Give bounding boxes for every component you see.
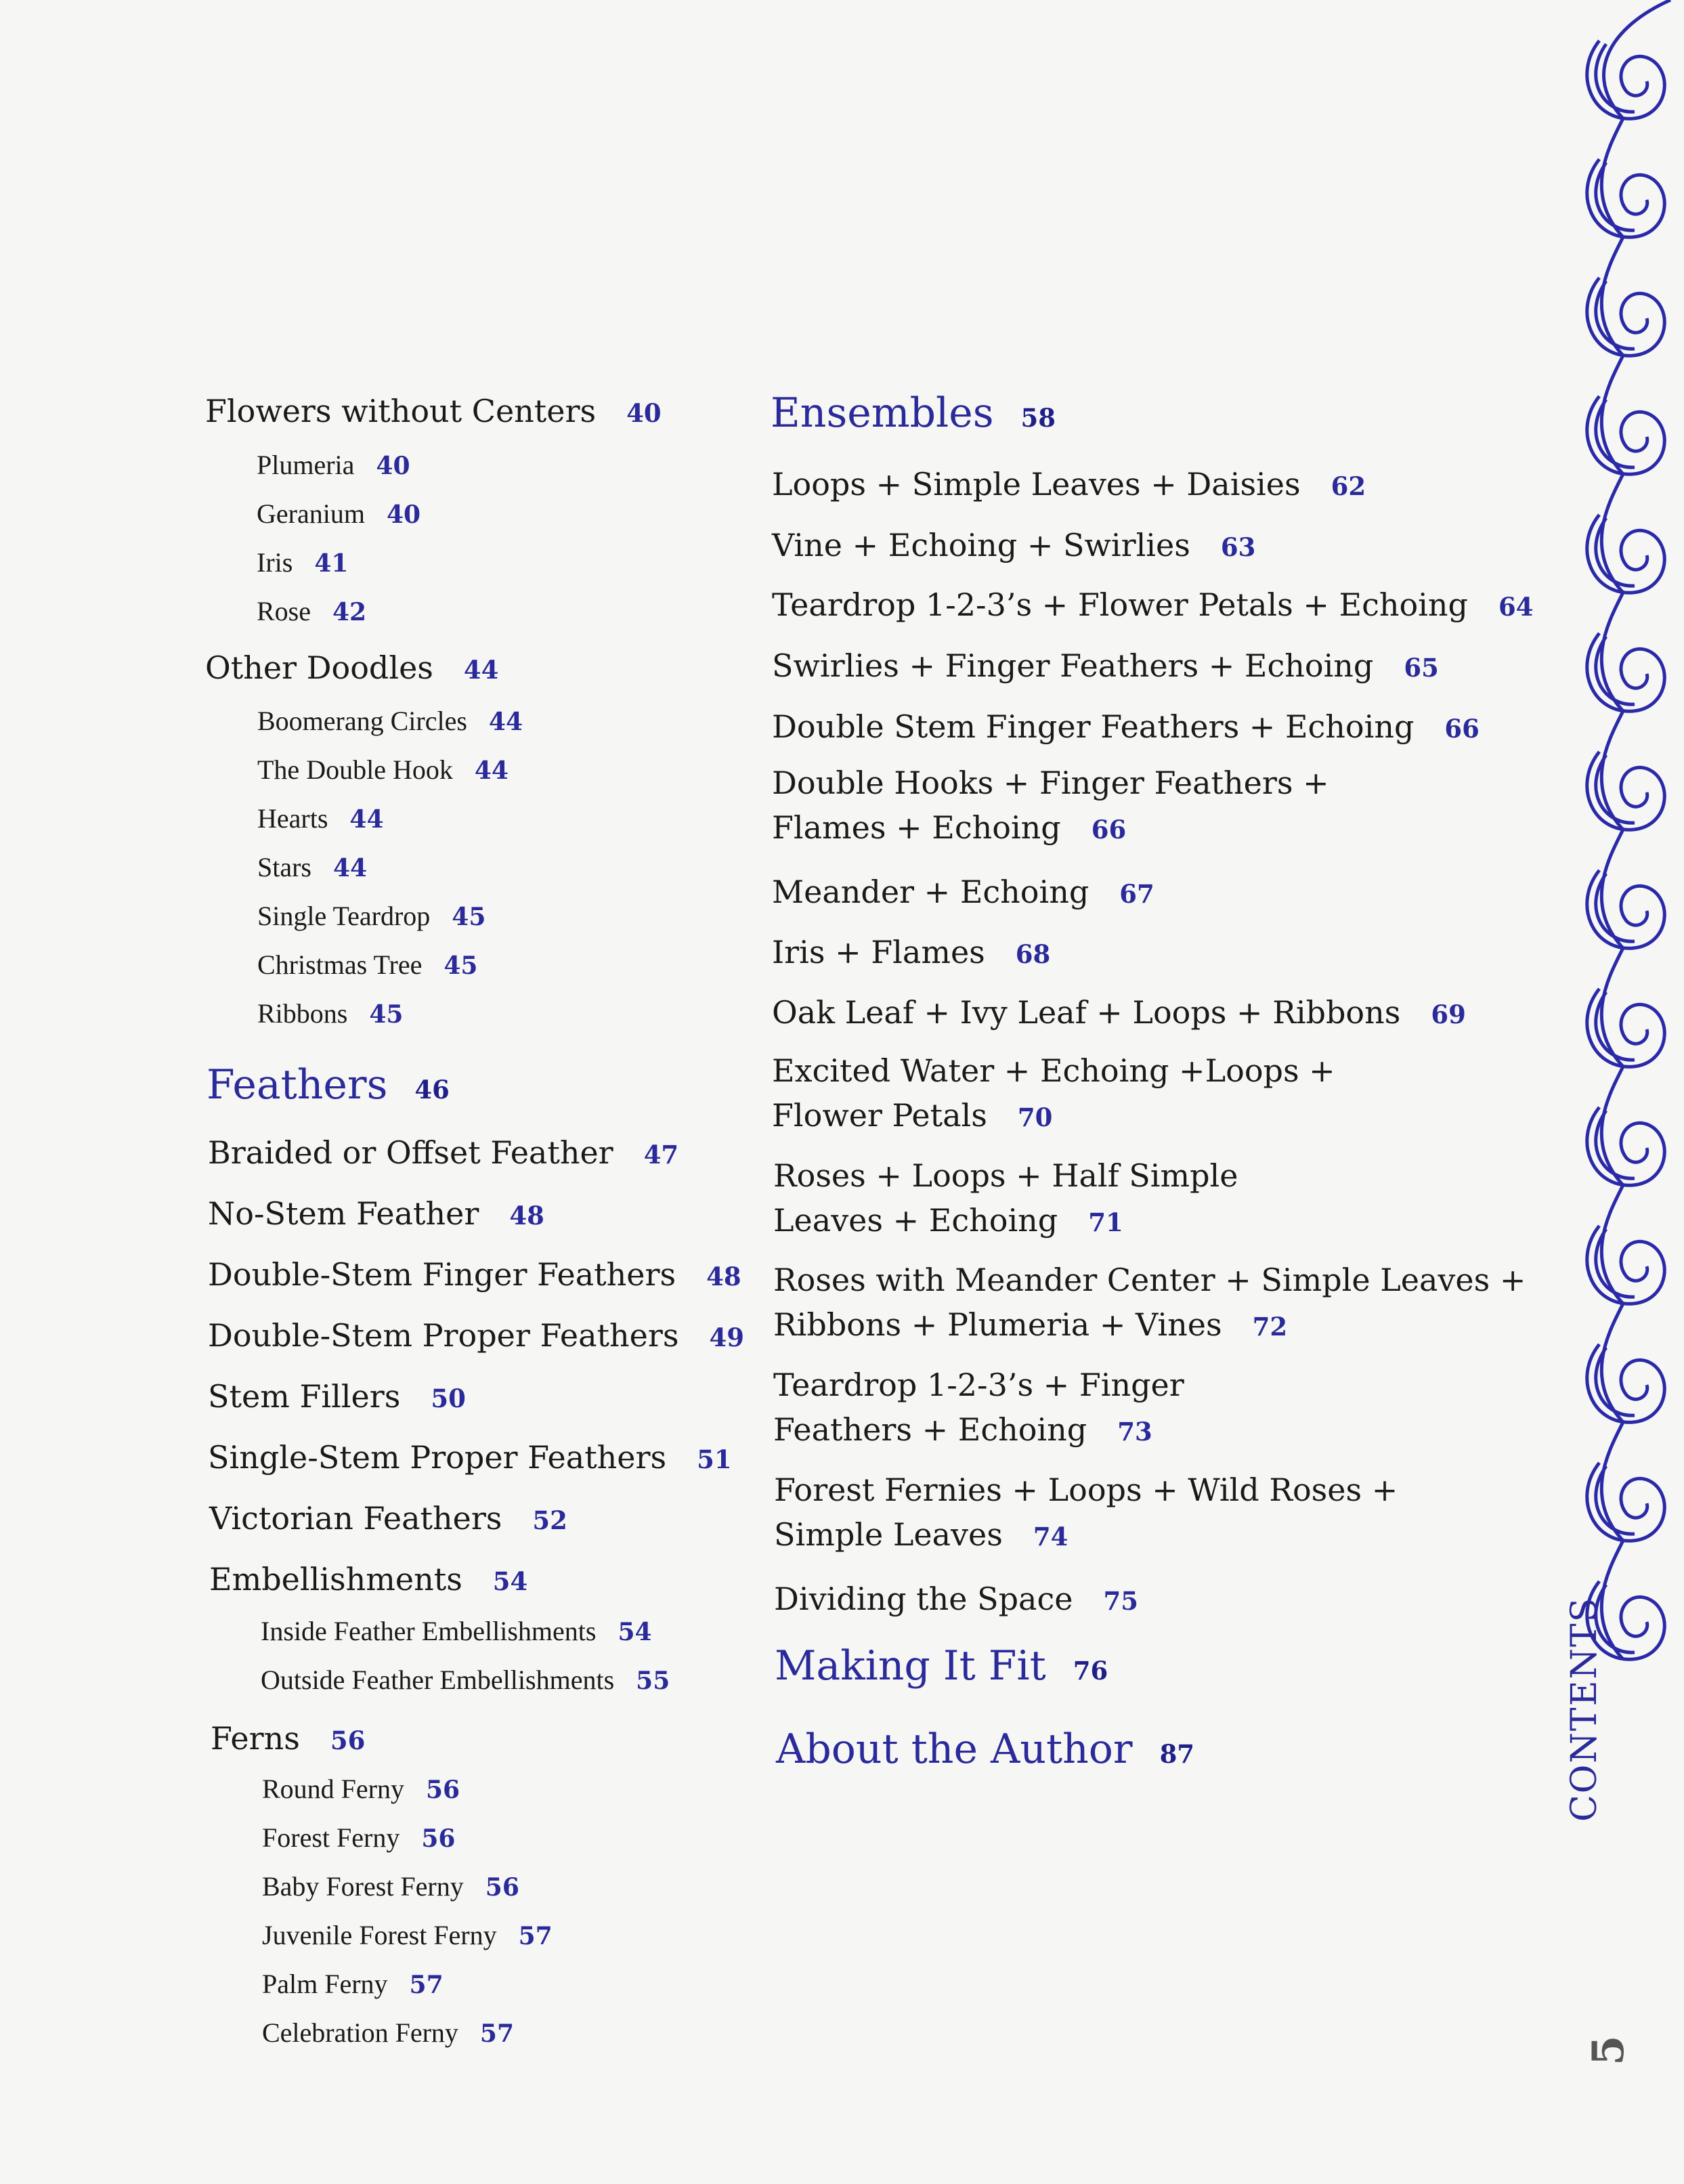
- toc-entry[interactable]: [773, 1363, 1184, 1454]
- toc-page-number: 68: [1015, 939, 1051, 969]
- toc-page-number: 47: [643, 1140, 679, 1170]
- toc-entry-title: Flames + Echoing: [772, 809, 1061, 846]
- toc-entry-title: Celebration Ferny: [262, 2017, 458, 2048]
- toc-entry-title: Flower Petals: [772, 1097, 987, 1134]
- toc-entry[interactable]: [772, 761, 1329, 852]
- toc-entry[interactable]: [211, 1720, 365, 1757]
- toc-section-heading[interactable]: [771, 389, 1056, 437]
- toc-entry[interactable]: [774, 1468, 1398, 1559]
- toc-page-number: 44: [463, 655, 499, 685]
- toc-entry-title: Iris: [257, 547, 293, 578]
- toc-entry-title: Hearts: [257, 803, 328, 834]
- toc-page-number: 56: [485, 1873, 519, 1902]
- toc-entry-title: Christmas Tree: [257, 949, 423, 980]
- toc-page-number: 55: [636, 1667, 670, 1695]
- toc-entry-title: Excited Water + Echoing +Loops +: [772, 1052, 1335, 1089]
- toc-page-number: 75: [1103, 1586, 1138, 1616]
- toc-entry[interactable]: [209, 1500, 567, 1537]
- toc-entry-title: Boomerang Circles: [257, 706, 467, 736]
- toc-entry-title: Single-Stem Proper Feathers: [208, 1439, 667, 1476]
- toc-page-number: 48: [509, 1201, 544, 1230]
- toc-page-number: 64: [1498, 592, 1534, 622]
- toc-entry-title: Iris + Flames: [772, 934, 985, 970]
- toc-entry-title: Stem Fillers: [208, 1378, 401, 1415]
- toc-entry-title: Forest Fernies + Loops + Wild Roses +: [774, 1472, 1398, 1508]
- toc-page-number: 57: [479, 2019, 515, 2048]
- toc-page-number: 56: [421, 1824, 456, 1853]
- toc-entry-title: Roses + Loops + Half Simple: [773, 1157, 1238, 1194]
- toc-entry[interactable]: [772, 523, 1255, 570]
- toc-entry[interactable]: [262, 1919, 553, 1951]
- toc-entry-title: Stars: [257, 852, 311, 882]
- toc-section-heading[interactable]: [207, 1061, 450, 1109]
- toc-entry[interactable]: [208, 1195, 544, 1232]
- toc-entry-title: Loops + Simple Leaves + Daisies: [772, 466, 1301, 502]
- toc-page-number: 74: [1033, 1522, 1068, 1551]
- toc-page-number: 56: [330, 1726, 366, 1755]
- toc-entry[interactable]: [205, 393, 662, 429]
- toc-entry[interactable]: [772, 990, 1466, 1037]
- toc-entry-title: Meander + Echoing: [772, 874, 1089, 910]
- toc-page-number: 40: [626, 398, 662, 428]
- toc-entry-title: About the Author: [776, 1726, 1133, 1773]
- toc-entry-title: No-Stem Feather: [208, 1195, 479, 1232]
- toc-entry-title: Double Stem Finger Feathers + Echoing: [772, 708, 1415, 745]
- toc-entry[interactable]: [257, 449, 410, 481]
- toc-entry[interactable]: [205, 649, 498, 686]
- toc-entry-title: Round Ferny: [262, 1774, 404, 1804]
- toc-page-number: 45: [369, 1000, 404, 1029]
- toc-entry[interactable]: [261, 1615, 652, 1647]
- toc-page-number: 48: [706, 1262, 741, 1291]
- toc-entry[interactable]: [257, 547, 348, 578]
- toc-entry-title: Double-Stem Proper Feathers: [208, 1317, 679, 1354]
- toc-entry-title: Leaves + Echoing: [773, 1202, 1058, 1239]
- toc-entry[interactable]: [208, 1439, 732, 1476]
- toc-entry-title: Single Teardrop: [257, 901, 431, 931]
- toc-entry[interactable]: [208, 1134, 678, 1171]
- toc-entry-title: Victorian Feathers: [209, 1500, 502, 1537]
- toc-page-number: 65: [1404, 653, 1439, 683]
- toc-entry-title: Inside Feather Embellishments: [261, 1616, 597, 1646]
- toc-entry-title: Forest Ferny: [262, 1822, 400, 1853]
- toc-entry-title: Roses with Meander Center + Simple Leaves +: [773, 1262, 1526, 1298]
- contents-side-label: CONTENTS: [1564, 1596, 1605, 1822]
- toc-page-number: 45: [444, 951, 478, 980]
- toc-page-number: 52: [532, 1505, 567, 1535]
- toc-page-number: 54: [492, 1566, 528, 1596]
- toc-page-number: 40: [376, 452, 410, 480]
- toc-entry[interactable]: [257, 595, 366, 627]
- toc-entry-title: The Double Hook: [257, 754, 453, 785]
- toc-page-number: 42: [332, 598, 367, 626]
- toc-page-number: 66: [1091, 815, 1127, 844]
- toc-entry-title: Other Doodles: [205, 649, 433, 686]
- toc-entry[interactable]: [262, 1968, 444, 2000]
- toc-page-number: 73: [1117, 1417, 1152, 1447]
- toc-page-number: 58: [1020, 403, 1056, 433]
- toc-entry-title: Oak Leaf + Ivy Leaf + Loops + Ribbons: [772, 994, 1401, 1031]
- toc-entry[interactable]: [772, 930, 1050, 977]
- toc-entry[interactable]: [257, 802, 384, 834]
- toc-entry-title: Feathers: [207, 1061, 388, 1109]
- toc-entry[interactable]: [208, 1256, 741, 1293]
- toc-entry[interactable]: [772, 704, 1480, 751]
- toc-entry-title: Feathers + Echoing: [773, 1411, 1087, 1448]
- toc-entry[interactable]: [772, 870, 1154, 916]
- toc-section-heading[interactable]: [776, 1726, 1194, 1773]
- toc-page-number: 40: [386, 500, 421, 529]
- toc-entry[interactable]: [772, 643, 1439, 690]
- toc-entry-title: Plumeria: [257, 450, 355, 480]
- toc-entry-title: Baby Forest Ferny: [262, 1871, 464, 1902]
- toc-page-number: 87: [1159, 1739, 1195, 1769]
- toc-entry[interactable]: [772, 462, 1366, 509]
- toc-page-number: 44: [349, 805, 384, 834]
- toc-page-number: 44: [333, 854, 368, 882]
- toc-page-number: 49: [709, 1323, 744, 1352]
- toc-entry[interactable]: [774, 1577, 1138, 1623]
- toc-entry[interactable]: [257, 705, 523, 737]
- toc-entry[interactable]: [262, 1870, 519, 1902]
- toc-entry[interactable]: [772, 1048, 1335, 1140]
- toc-entry-title: Juvenile Forest Ferny: [262, 1920, 497, 1950]
- toc-entry[interactable]: [772, 582, 1533, 629]
- toc-entry[interactable]: [257, 949, 477, 981]
- toc-entry[interactable]: [773, 1258, 1526, 1349]
- toc-page-number: 69: [1431, 1000, 1466, 1029]
- toc-page-number: 44: [488, 708, 523, 736]
- toc-entry[interactable]: [209, 1561, 527, 1598]
- toc-page-number: 71: [1088, 1207, 1123, 1237]
- toc-entry-title: Vine + Echoing + Swirlies: [772, 527, 1190, 563]
- toc-entry[interactable]: [773, 1153, 1238, 1245]
- toc-entry-title: Double Hooks + Finger Feathers +: [772, 765, 1329, 801]
- toc-entry-title: Double-Stem Finger Feathers: [208, 1256, 676, 1293]
- toc-page-number: 51: [697, 1444, 732, 1474]
- toc-page-number: 45: [452, 903, 486, 931]
- toc-page-number: 44: [474, 756, 509, 785]
- toc-entry[interactable]: [257, 498, 420, 530]
- toc-entry[interactable]: [257, 998, 403, 1029]
- toc-entry-title: Simple Leaves: [774, 1516, 1003, 1553]
- toc-entry-title: Palm Ferny: [262, 1969, 388, 1999]
- toc-section-heading[interactable]: [775, 1642, 1108, 1690]
- toc-entry-title: Outside Feather Embellishments: [261, 1665, 615, 1695]
- toc-entry-title: Ribbons + Plumeria + Vines: [773, 1306, 1222, 1343]
- toc-entry-title: Teardrop 1-2-3’s + Finger: [773, 1367, 1184, 1403]
- toc-entry-title: Dividing the Space: [774, 1581, 1073, 1617]
- toc-entry-title: Swirlies + Finger Feathers + Echoing: [772, 647, 1374, 684]
- toc-entry[interactable]: [257, 754, 509, 786]
- page-number: 5: [1583, 2035, 1634, 2065]
- toc-page-number: 67: [1119, 879, 1154, 909]
- toc-page-number: 50: [431, 1384, 466, 1413]
- toc-entry[interactable]: [262, 2017, 514, 2049]
- toc-page-number: 70: [1017, 1102, 1053, 1132]
- toc-entry-title: Rose: [257, 596, 311, 626]
- toc-entry-title: Making It Fit: [775, 1642, 1046, 1690]
- toc-entry-title: Ferns: [211, 1720, 300, 1757]
- toc-page-number: 46: [414, 1075, 450, 1105]
- toc-entry[interactable]: [257, 851, 367, 883]
- toc-page-number: 76: [1073, 1656, 1108, 1686]
- toc-entry-title: Embellishments: [209, 1561, 462, 1598]
- toc-page-number: 41: [314, 549, 349, 578]
- toc-entry-title: Flowers without Centers: [205, 393, 597, 429]
- toc-entry[interactable]: [257, 900, 485, 932]
- toc-entry[interactable]: [262, 1773, 460, 1805]
- toc-page-number: 57: [409, 1971, 444, 1999]
- toc-entry-title: Ensembles: [771, 389, 994, 437]
- toc-page-number: 62: [1331, 471, 1366, 501]
- toc-page-number: 57: [518, 1922, 553, 1950]
- toc-entry-title: Teardrop 1-2-3’s + Flower Petals + Echoing: [772, 586, 1468, 623]
- toc-page-number: 63: [1220, 532, 1256, 562]
- toc-page-number: 72: [1252, 1312, 1288, 1342]
- toc-page-number: 56: [426, 1776, 460, 1804]
- toc-entry[interactable]: [261, 1664, 670, 1696]
- blue-swirl-border-icon: [1508, 0, 1684, 1707]
- toc-page-number: 66: [1444, 714, 1480, 744]
- toc-entry-title: Geranium: [257, 498, 365, 529]
- toc-entry-title: Ribbons: [257, 998, 348, 1029]
- toc-entry[interactable]: [208, 1317, 744, 1354]
- toc-entry[interactable]: [208, 1378, 466, 1415]
- toc-page-number: 54: [618, 1618, 652, 1646]
- toc-entry[interactable]: [262, 1822, 455, 1854]
- toc-entry-title: Braided or Offset Feather: [208, 1134, 613, 1171]
